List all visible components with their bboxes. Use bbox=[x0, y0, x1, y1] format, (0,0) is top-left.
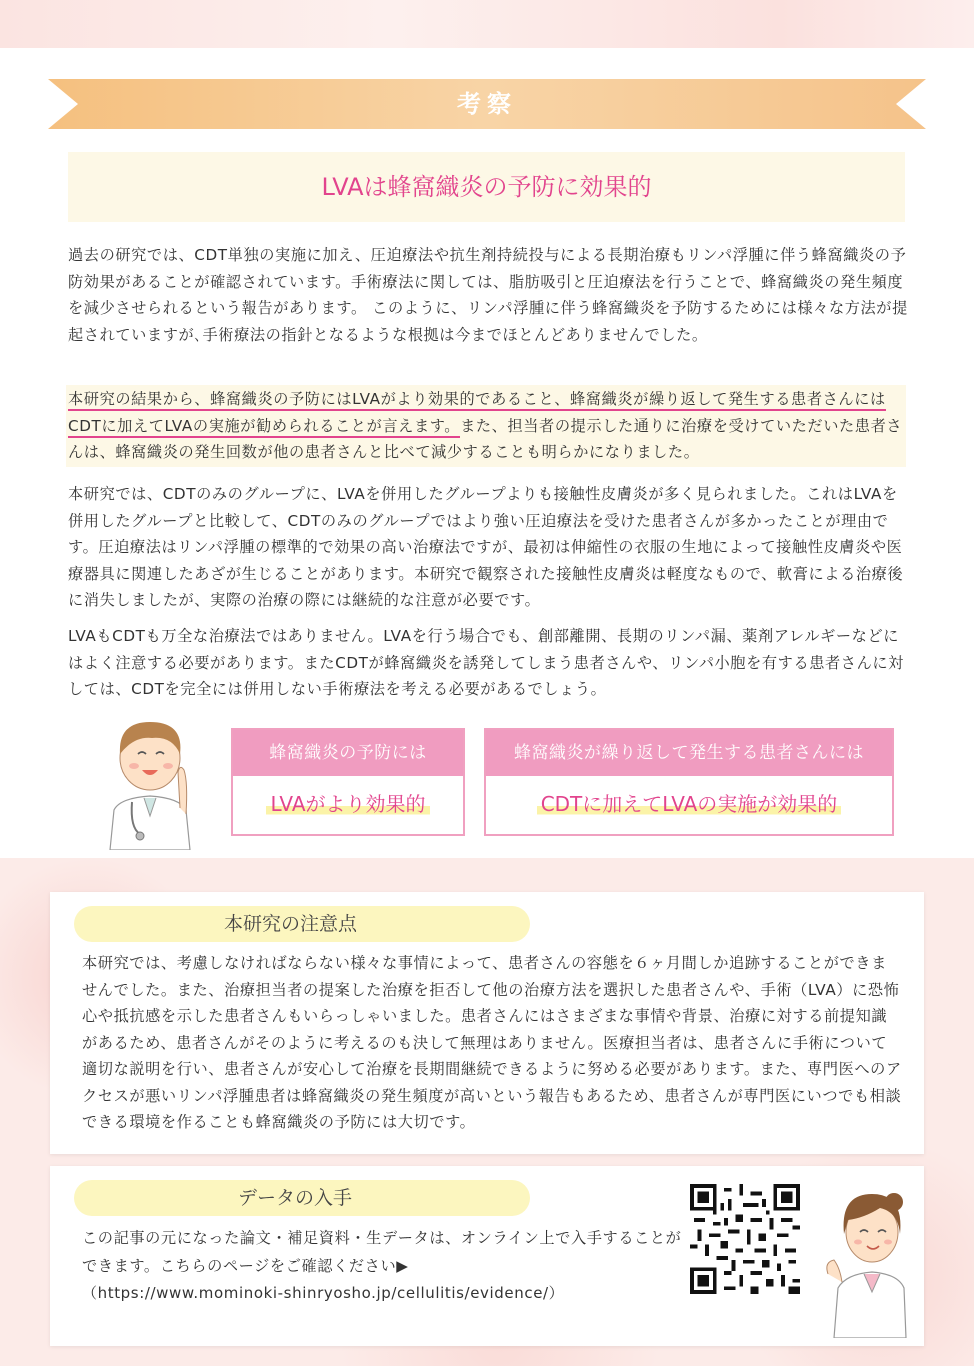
paragraph-result bbox=[68, 386, 908, 466]
card-heading: 蜂窩織炎の予防には bbox=[233, 730, 463, 776]
section-ribbon bbox=[48, 79, 926, 129]
result-underlined-text: 本研究の結果から、蜂窩織炎の予防にはLVAがより効果的であること、蜂窩織炎が繰り返して発生する患者さんにはCDTに加えてLVAの実施が勧められることが言えます。 bbox=[68, 390, 886, 438]
paragraph-caution: LVAもCDTも万全な治療法ではありません。LVAを行う場合でも、創部離開、長期のリンパ漏、薬剤アレルギーなどにはよく注意する必要があります。またCDTが蜂窩織炎を誘発してしまう患者さんや、リンパ小胞を有する患者さんに対しては、CDTを完全には併用しない手術療法を考える必要があるでしょう。 bbox=[68, 627, 904, 698]
summary-card-recurrent bbox=[484, 728, 894, 836]
top-decor-band bbox=[0, 0, 974, 48]
result-rest-text: また、担当者の提示した通りに治療を受けていただいた患者さんは、蜂窩織炎の発生回数が他の患者さんと比べて減少することも明らかになりました。 bbox=[68, 416, 903, 461]
notes-title-pill bbox=[74, 906, 530, 942]
data-access-panel bbox=[50, 1166, 924, 1346]
data-title-pill bbox=[74, 1180, 530, 1216]
paragraph-background: 過去の研究では、CDT単独の実施に加え、圧迫療法や抗生剤持続投与による長期治療もリンパ浮腫に伴う蜂窩織炎の予防効果があることが確認されています。手術療法に関しては、脂肪吸引と圧迫療法を行うことで、蜂窩織炎の発生頻度を減少させられるという報告があります。 このように、リンパ浮腫に伴う蜂窩織炎を予防するためには様々な方法が提起されていますが､手術療法の指針となるような根拠は今までほとんどありませんでした。 bbox=[68, 246, 908, 344]
qr-code-icon[interactable] bbox=[690, 1184, 800, 1294]
male-doctor-illustration bbox=[100, 710, 200, 850]
card-heading: 蜂窩織炎が繰り返して発生する患者さんには bbox=[486, 730, 892, 776]
paragraph-dermatitis: 本研究では、CDTのみのグループに、LVAを併用したグループよりも接触性皮膚炎が多く見られました。これはLVAを併用したグループと比較して、CDTのみのグループではより強い圧迫療法を受けた患者さんが多かったことが理由です。圧迫療法はリンパ浮腫の標準的で効果の高い治療法ですが、最初は伸縮性の衣服の生地によって接触性皮膚炎や医療器具に関連したあざが生じることがあります。本研究で観察された接触性皮膚炎は軽度なもので、軟膏による治療後に消失しましたが、実際の治療の際には継続的な注意が必要です。 bbox=[68, 485, 904, 609]
evidence-url[interactable]: （https://www.mominoki-shinryosho.jp/cellulitis/evidence/） bbox=[82, 1284, 565, 1302]
section-title: 考察 bbox=[457, 90, 517, 118]
notes-panel bbox=[50, 892, 924, 1154]
notes-text: 本研究では、考慮しなければならない様々な事情によって、患者さんの容態を６ヶ月間しか追跡することができませんでした。また、治療担当者の提案した治療を拒否して他の治療方法を選択した患者さんや、手術（LVA）に恐怖心や抵抗感を示した患者さんもいらっしゃいました。患者さんにはさまざまな事情や背景、治療に対する前提知識があるため、患者さんがそのように考えるのも決して無理はありません。医療担当者は、患者さんに手術について適切な説明を行い、患者さんが安心して治療を長期間継続できるように努める必要があります。また、専門医へのアクセスが悪いリンパ浮腫患者は蜂窩織炎の発生頻度が高いという報告もあるため、患者さんが専門医にいつでも相談できる環境を作ることも蜂窩織炎の予防には大切です。 bbox=[82, 954, 902, 1131]
summary-card-prevention bbox=[231, 728, 465, 836]
data-access-text: この記事の元になった論文・補足資料・生データは、オンライン上で入手することができます。こちらのページをご確認ください▶ bbox=[82, 1229, 682, 1275]
card-emphasis: LVAがより効果的 bbox=[266, 788, 429, 817]
card-emphasis: CDTに加えてLVAの実施が効果的 bbox=[537, 788, 842, 817]
data-title: データの入手 bbox=[238, 1187, 353, 1209]
headline: LVAは蜂窩織炎の予防に効果的 bbox=[321, 173, 652, 201]
headline-box bbox=[68, 152, 905, 222]
notes-title: 本研究の注意点 bbox=[224, 913, 358, 935]
female-doctor-illustration bbox=[820, 1178, 920, 1338]
